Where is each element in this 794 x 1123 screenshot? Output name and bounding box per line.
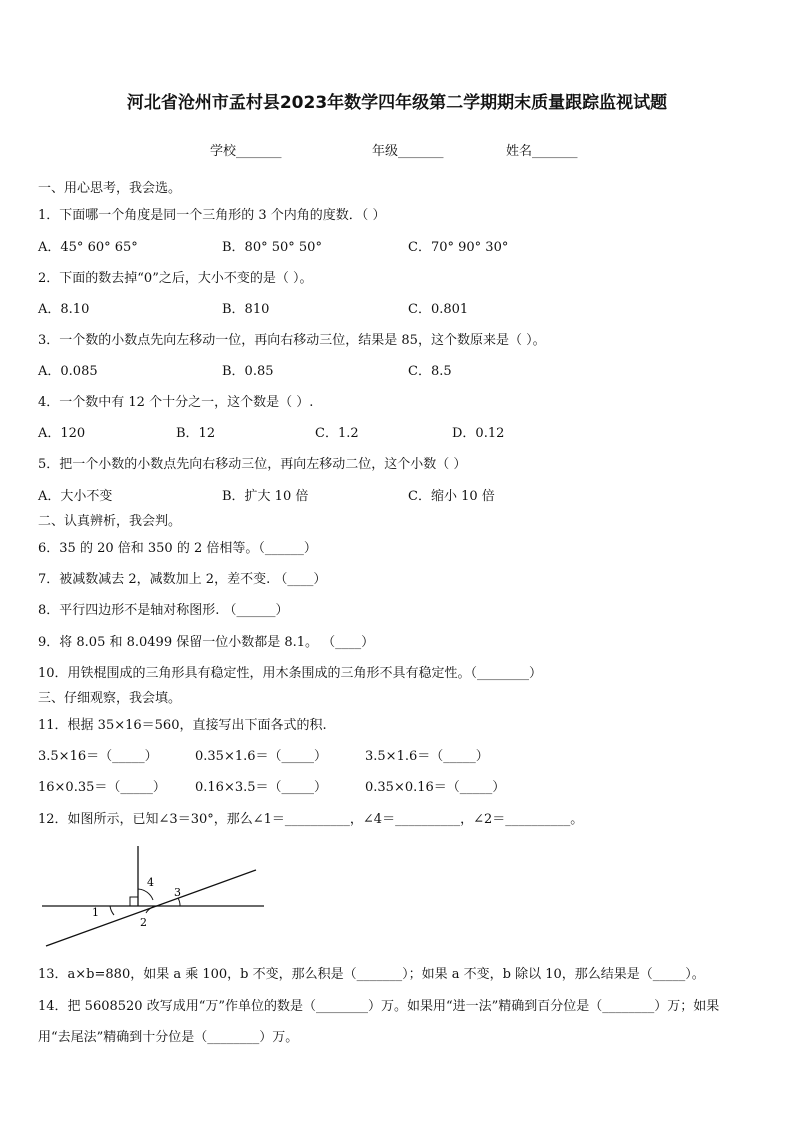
q3-option-b: B．0.85	[222, 364, 274, 379]
question-12: 12．如图所示，已知∠3＝30°，那么∠1＝__________，∠4＝__________，∠2＝__________。	[38, 812, 584, 827]
question-1: 1．下面哪一个角度是同一个三角形的 3 个内角的度数．（ ）	[38, 208, 386, 223]
angle-label-3: 3	[174, 886, 181, 899]
angle-1-arc	[110, 906, 114, 915]
question-9: 9．将 8.05 和 8.0499 保留一位小数都是 8.1。 （____）	[38, 635, 375, 650]
angle-label-1: 1	[92, 906, 99, 919]
question-7: 7．被减数减去 2，减数加上 2，差不变. （____）	[38, 572, 327, 587]
angle-4-arc	[138, 889, 153, 900]
school-field: 学校_______	[210, 144, 282, 159]
q11-item: 0.16×3.5＝（_____）	[195, 780, 328, 795]
section-2-heading: 二、认真辨析，我会判。	[38, 514, 182, 529]
question-2: 2．下面的数去掉“0”之后，大小不变的是（ ）。	[38, 271, 313, 286]
section-1-heading: 一、用心思考，我会选。	[38, 181, 182, 196]
q3-option-c: C．8.5	[408, 364, 452, 379]
q4-option-c: C．1.2	[315, 426, 359, 441]
question-3: 3．一个数的小数点先向左移动一位，再向右移动三位，结果是 85，这个数原来是（ ）。	[38, 333, 546, 348]
q1-option-b: B．80° 50° 50°	[222, 240, 322, 255]
question-13: 13．a×b=880，如果 a 乘 100，b 不变，那么积是（_______）；如果 a 不变，b 除以 10，那么结果是（_____）。	[38, 967, 705, 982]
angle-label-4: 4	[147, 876, 154, 889]
q4-option-b: B．12	[176, 426, 216, 441]
q1-option-a: A．45° 60° 65°	[38, 240, 138, 255]
q11-item: 3.5×16＝（_____）	[38, 749, 158, 764]
q2-option-c: C．0.801	[408, 302, 469, 317]
right-angle-mark	[130, 897, 138, 906]
name-field: 姓名_______	[506, 144, 578, 159]
q11-item: 3.5×1.6＝（_____）	[365, 749, 489, 764]
page-title: 河北省沧州市孟村县2023年数学四年级第二学期期末质量跟踪监视试题	[126, 93, 668, 113]
angle-figure	[38, 842, 278, 952]
angle-label-2: 2	[140, 916, 147, 929]
question-10: 10．用铁棍围成的三角形具有稳定性，用木条围成的三角形不具有稳定性。（________）	[38, 666, 543, 681]
angle-3-arc	[178, 898, 180, 906]
q3-option-a: A．0.085	[38, 364, 98, 379]
grade-field: 年级_______	[372, 144, 444, 159]
q11-item: 0.35×0.16＝（_____）	[365, 780, 506, 795]
q5-option-a: A．大小不变	[38, 489, 113, 504]
q4-option-d: D．0.12	[452, 426, 505, 441]
q1-option-c: C．70° 90° 30°	[408, 240, 509, 255]
question-4: 4．一个数中有 12 个十分之一，这个数是（ ）.	[38, 395, 314, 410]
q5-option-b: B．扩大 10 倍	[222, 489, 309, 504]
q11-item: 16×0.35＝（_____）	[38, 780, 166, 795]
q11-item: 0.35×1.6＝（_____）	[195, 749, 328, 764]
question-11: 11．根据 35×16＝560，直接写出下面各式的积.	[38, 718, 327, 733]
question-14-line-1: 14．把 5608520 改写成用“万”作单位的数是（________）万。如果用“进一法”精确到百分位是（________）万；如果	[38, 999, 720, 1014]
question-6: 6．35 的 20 倍和 350 的 2 倍相等。（______）	[38, 541, 317, 556]
q2-option-a: A．8.10	[38, 302, 90, 317]
question-14-line-2: 用“去尾法”精确到十分位是（________）万。	[38, 1030, 299, 1045]
question-8: 8．平行四边形不是轴对称图形. （______）	[38, 603, 289, 618]
q2-option-b: B．810	[222, 302, 270, 317]
q5-option-c: C．缩小 10 倍	[408, 489, 495, 504]
question-5: 5．把一个小数的小数点先向右移动三位，再向左移动二位，这个小数（ ）	[38, 457, 467, 472]
section-3-heading: 三、仔细观察，我会填。	[38, 691, 182, 706]
q4-option-a: A．120	[38, 426, 86, 441]
